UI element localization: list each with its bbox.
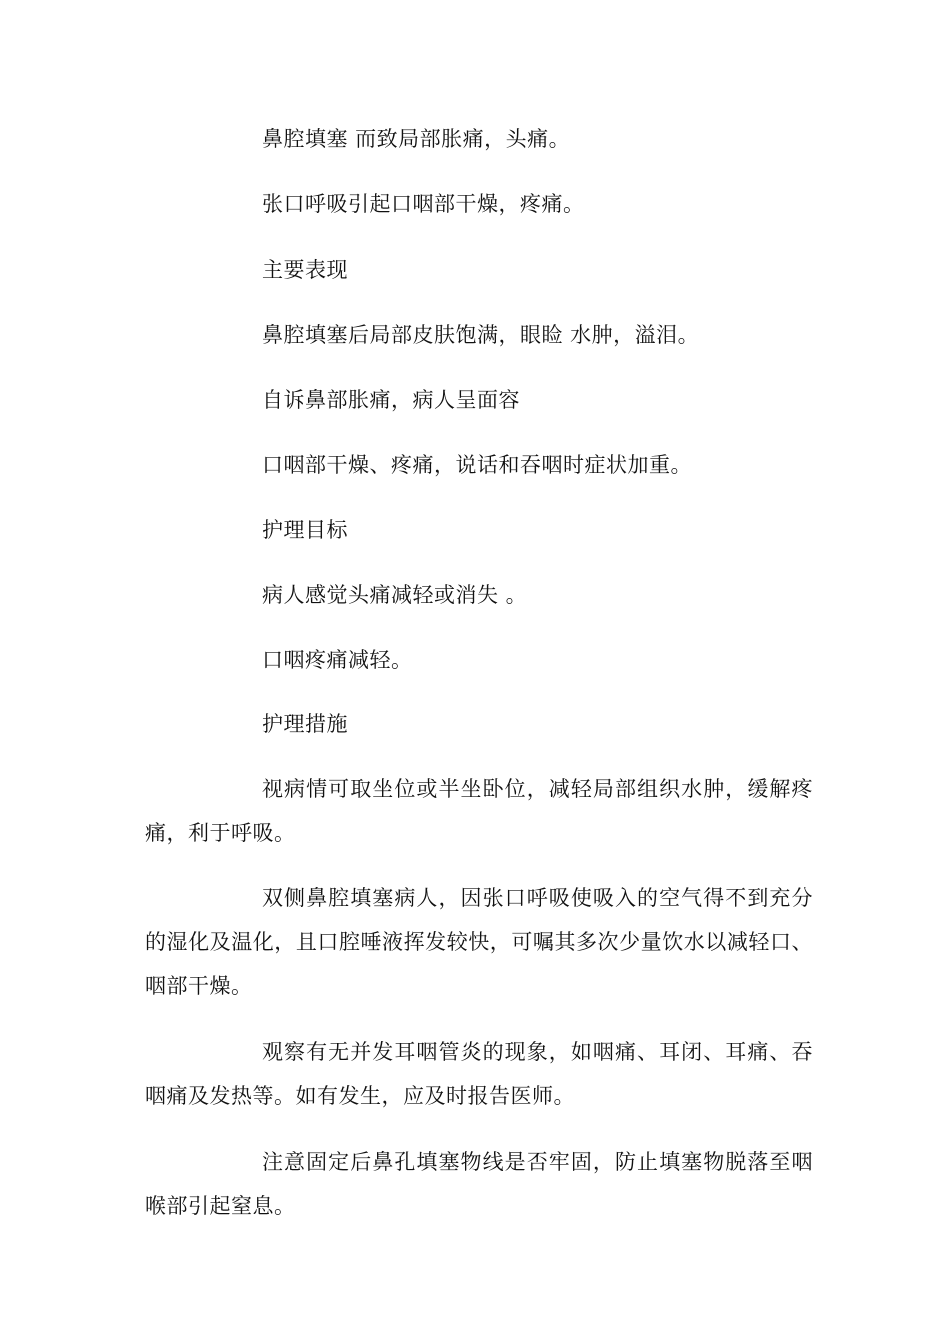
text-line: 病人感觉头痛减轻或消失 。	[262, 583, 528, 607]
text-line: 口咽部干燥、疼痛，说话和吞咽时症状加重。	[262, 453, 692, 477]
text-line: 鼻腔填塞后局部皮肤饱满，眼睑 水肿，溢泪。	[262, 323, 700, 347]
section-heading: 主要表现	[262, 258, 348, 282]
section-heading: 护理措施	[262, 712, 348, 736]
paragraph: 观察有无并发耳咽管炎的现象，如咽痛、耳闭、耳痛、吞咽痛及发热等。如有发生，应及时报告医师。	[145, 1040, 813, 1108]
paragraph: 视病情可取坐位或半坐卧位，减轻局部组织水肿，缓解疼痛，利于呼吸。	[145, 777, 813, 845]
section-heading: 护理目标	[262, 518, 348, 542]
text-line: 自诉鼻部胀痛，病人呈面容	[262, 388, 520, 412]
paragraph: 双侧鼻腔填塞病人，因张口呼吸使吸入的空气得不到充分的湿化及温化，且口腔唾液挥发较快，可嘱其多次少量饮水以减轻口、咽部干燥。	[145, 886, 813, 998]
text-line: 鼻腔填塞 而致局部胀痛，头痛。	[262, 127, 571, 151]
text-line: 张口呼吸引起口咽部干燥，疼痛。	[262, 192, 585, 216]
paragraph: 注意固定后鼻孔填塞物线是否牢固，防止填塞物脱落至咽喉部引起窒息。	[145, 1150, 813, 1218]
text-line: 口咽疼痛减轻。	[262, 648, 413, 672]
